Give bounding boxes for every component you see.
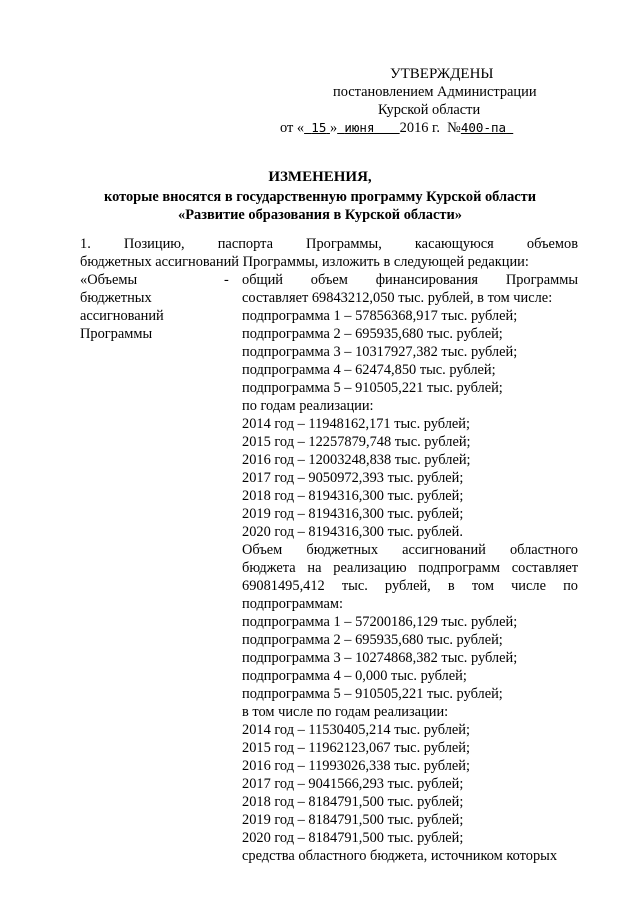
heading-line-1: которые вносятся в государственную программу Курской области [103,189,537,205]
funding-text [242,271,578,865]
approval-date-line [280,119,580,137]
paragraph-line-2: бюджетных ассигнований Программы, изложить в следующей редакции: [80,254,529,270]
heading-title: ИЗМЕНЕНИЯ, [268,169,372,185]
funding-line: подпрограмма 5 – 910505,221 тыс. рублей; [242,686,503,702]
funding-line: 2015 год – 12257879,748 тыс. рублей; [242,434,471,450]
paragraph-line-1: 1. Позицию, паспорта Программы, касающуюся объемов [80,236,578,252]
number-prefix: № [447,120,461,136]
heading-line-2: «Развитие образования в Курской области» [178,207,462,223]
date-day: 15 [311,120,327,135]
date-mid: » [329,120,338,136]
funding-line: 69081495,412 тыс. рублей, в том числе по [242,578,578,594]
date-day-field [304,120,330,136]
funding-line: подпрограмма 3 – 10317927,382 тыс. рублей; [242,344,518,360]
label-line: Программы [80,326,153,342]
funding-line: по годам реализации: [242,398,374,414]
funding-line: 2015 год – 11962123,067 тыс. рублей; [242,740,471,756]
funding-line: 2020 год – 8184791,500 тыс. рублей; [242,830,464,846]
funding-line: подпрограмма 1 – 57200186,129 тыс. рублей; [242,614,518,630]
funding-line: Объем бюджетных ассигнований областного [242,542,578,558]
label-line: «Объемы [80,272,138,288]
date-month-field [337,120,400,136]
funding-line: составляет 69843212,050 тыс. рублей, в том числе: [242,290,553,306]
funding-line: 2018 год – 8184791,500 тыс. рублей; [242,794,464,810]
funding-line: 2018 год – 8194316,300 тыс. рублей; [242,488,464,504]
position-label [80,271,230,343]
date-month: июня [344,120,375,135]
funding-line: подпрограмма 2 – 695935,680 тыс. рублей; [242,326,503,342]
label-line: бюджетных [80,290,152,306]
funding-line: 2016 год – 12003248,838 тыс. рублей; [242,452,471,468]
funding-line: 2017 год – 9041566,293 тыс. рублей; [242,776,464,792]
approval-region: Курской области [378,102,481,118]
funding-line: подпрограмма 3 – 10274868,382 тыс. рублей; [242,650,518,666]
funding-line: подпрограмма 5 – 910505,221 тыс. рублей; [242,380,503,396]
document-heading [60,168,580,224]
funding-line: бюджета на реализацию подпрограмм составляет [242,560,578,576]
approval-title: УТВЕРЖДЕНЫ [390,66,494,82]
funding-line: подпрограмма 1 – 57856368,917 тыс. рублей; [242,308,518,324]
document-number: 400-па [460,120,507,135]
funding-line: средства областного бюджета, источником которых [242,848,558,864]
date-year: 2016 г. [399,120,440,136]
funding-line: 2019 год – 8184791,500 тыс. рублей; [242,812,464,828]
date-prefix: от « [280,120,305,136]
funding-line: 2016 год – 11993026,338 тыс. рублей; [242,758,471,774]
funding-line: 2017 год – 9050972,393 тыс. рублей; [242,470,464,486]
funding-line: в том числе по годам реализации: [242,704,449,720]
funding-line: подпрограмма 2 – 695935,680 тыс. рублей; [242,632,503,648]
funding-line: 2020 год – 8194316,300 тыс. рублей. [242,524,463,540]
label-line: ассигнований [80,308,164,324]
funding-line: 2014 год – 11948162,171 тыс. рублей; [242,416,471,432]
funding-line: подпрограмма 4 – 0,000 тыс. рублей; [242,668,467,684]
funding-line: подпрограммам: [242,596,343,612]
funding-line: 2014 год – 11530405,214 тыс. рублей; [242,722,471,738]
funding-line: общий объем финансирования Программы [242,272,578,288]
approval-issuer: постановлением Администрации [333,84,537,100]
funding-line: 2019 год – 8194316,300 тыс. рублей; [242,506,464,522]
separator-dash: - [224,272,229,288]
number-field [461,120,513,136]
funding-line: подпрограмма 4 – 62474,850 тыс. рублей; [242,362,496,378]
approval-block [280,65,580,137]
